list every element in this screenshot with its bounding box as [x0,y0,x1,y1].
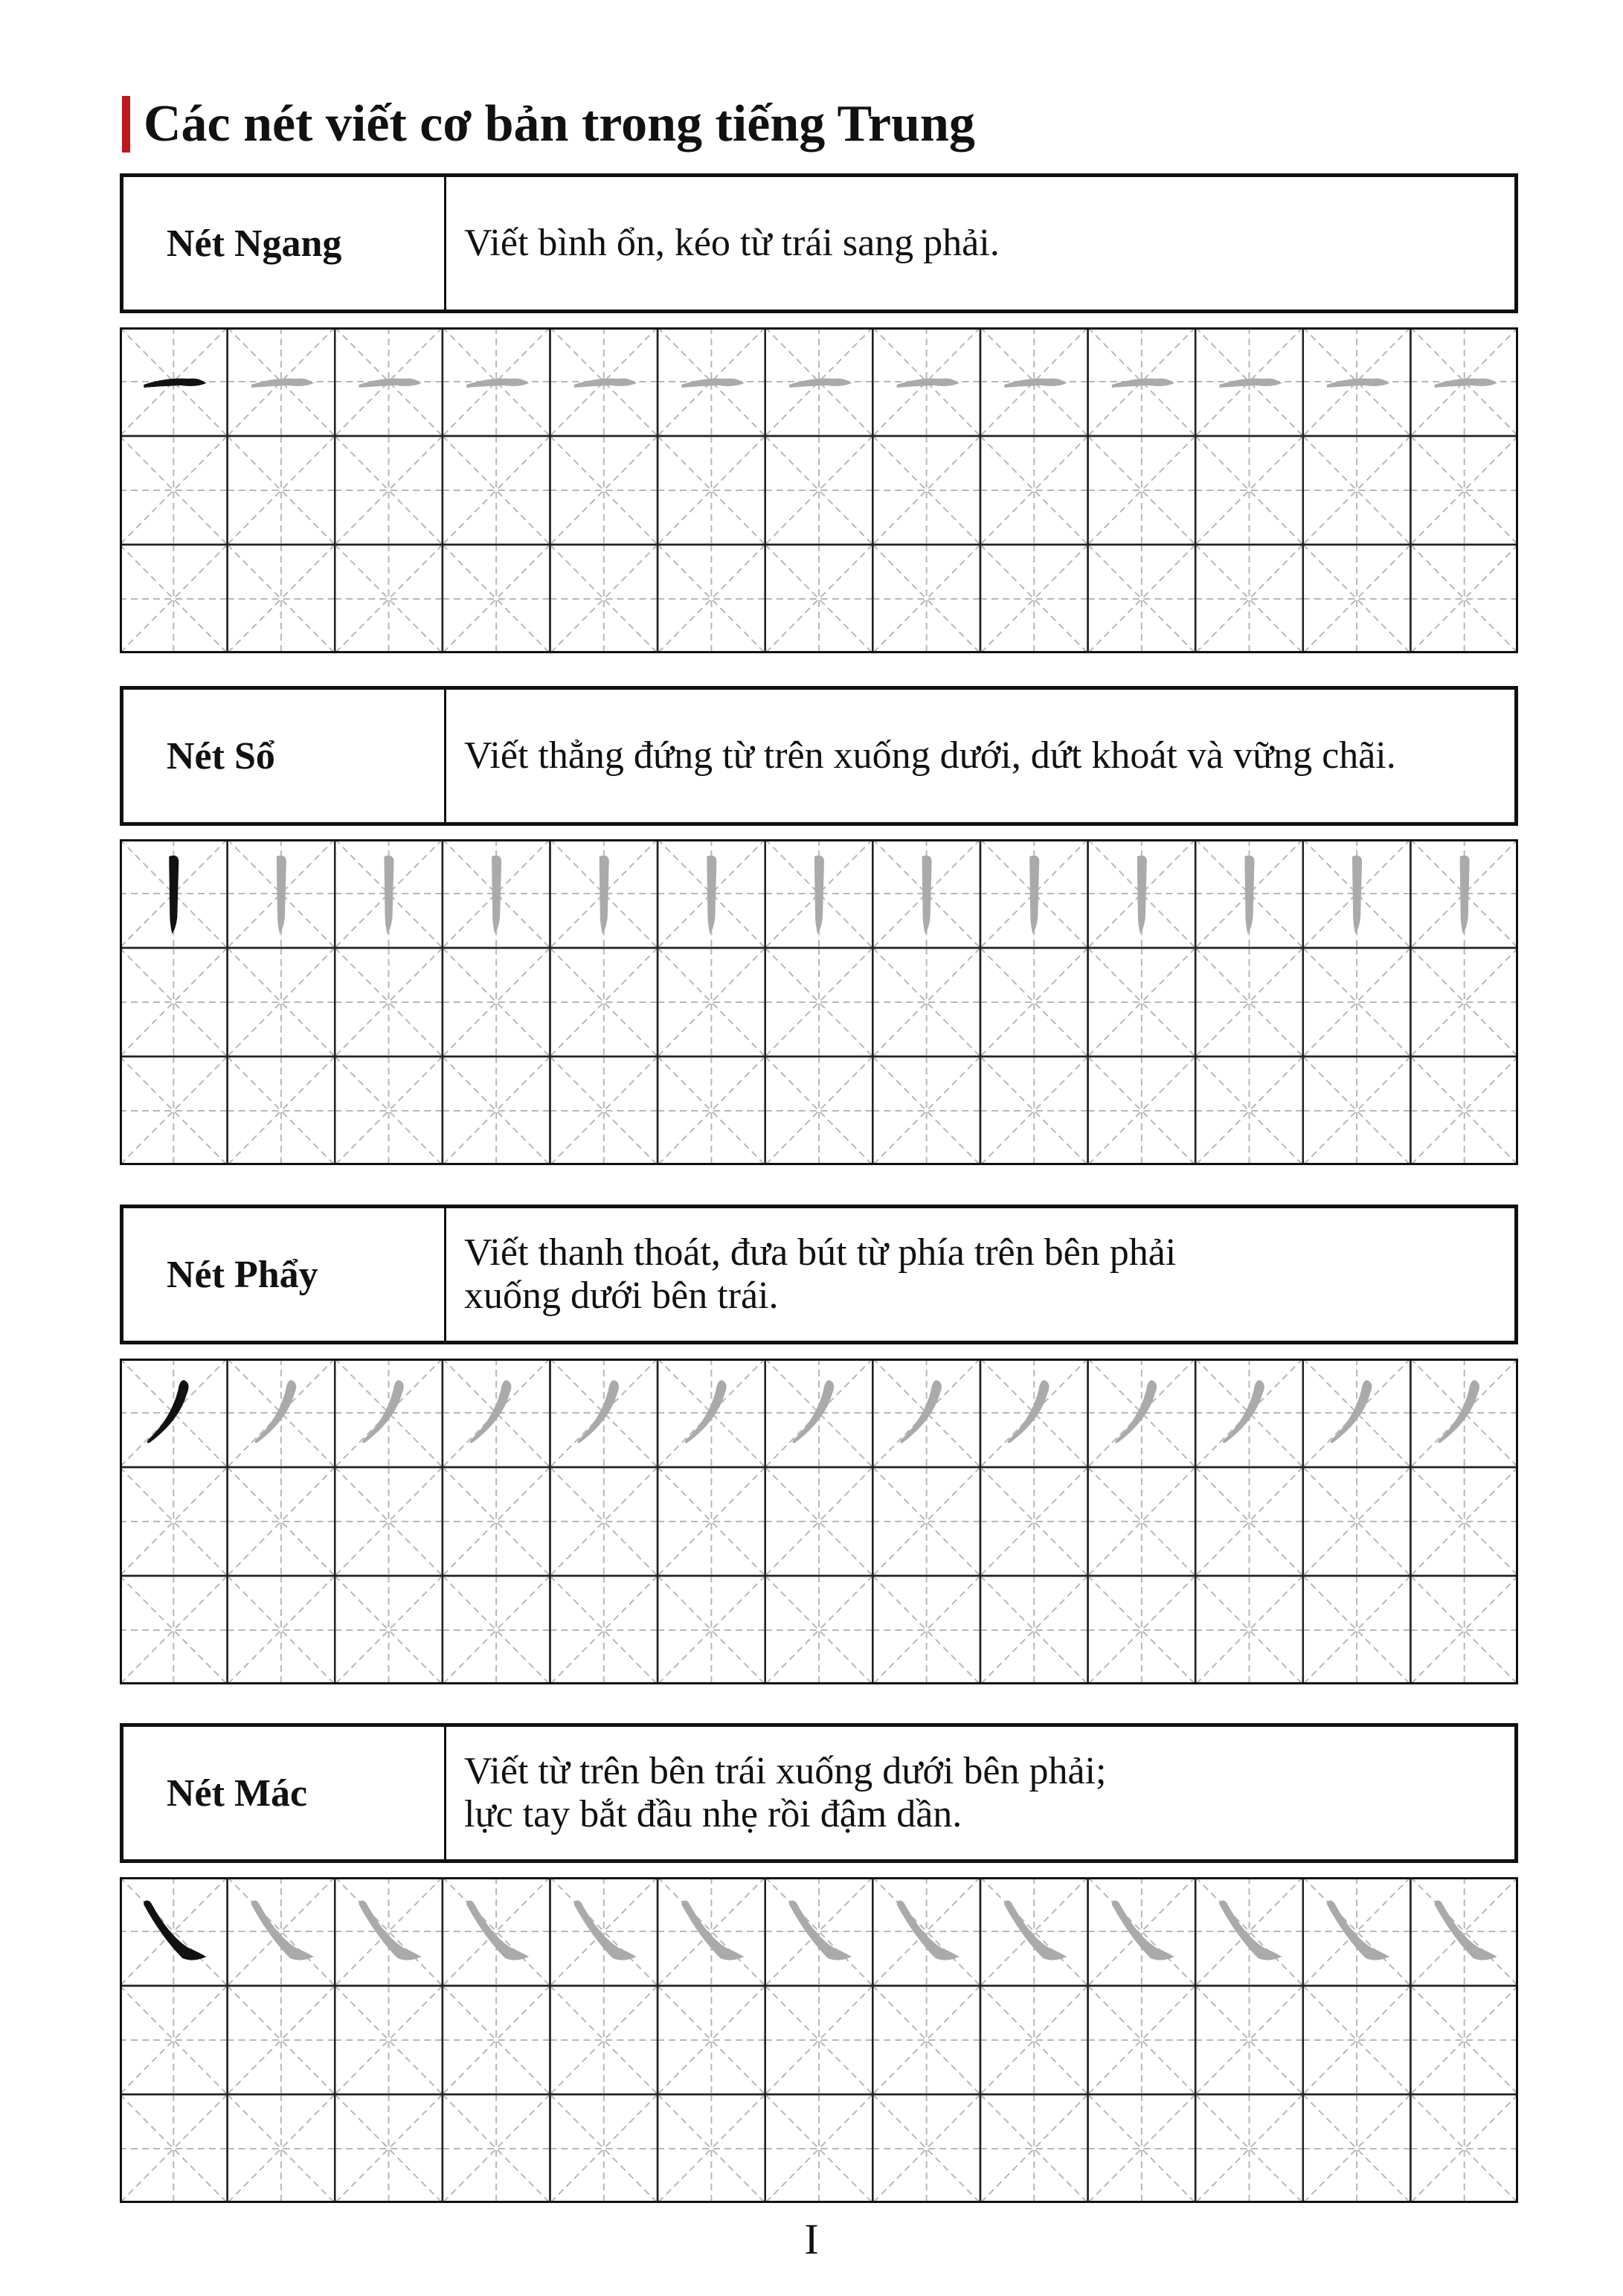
practice-cell[interactable] [765,839,873,948]
practice-cell[interactable] [872,545,980,653]
practice-cell[interactable] [1410,1056,1518,1165]
practice-cell[interactable] [980,327,1088,436]
practice-grid-svg [120,839,1518,1165]
practice-cell[interactable] [980,1986,1088,2094]
practice-cell[interactable] [1195,1986,1303,2094]
practice-cell[interactable] [228,1359,335,1467]
page-title: Các nét viết cơ bản trong tiếng Trung [144,95,975,153]
practice-cell[interactable] [443,1986,550,2094]
practice-cell[interactable] [1195,1359,1303,1467]
practice-cell[interactable] [550,545,658,653]
practice-grid-svg [120,1359,1518,1684]
practice-cell[interactable] [765,545,873,653]
practice-cell[interactable] [980,1056,1088,1165]
practice-grid [120,1877,1518,2203]
practice-cell[interactable] [1088,1359,1196,1467]
practice-cell[interactable] [765,948,873,1056]
stroke-description-line: lực tay bắt đầu nhẹ rồi đậm dần. [464,1793,962,1835]
practice-cell[interactable] [765,436,873,545]
practice-cell[interactable] [658,2094,765,2203]
practice-cell[interactable] [120,327,228,436]
practice-cell[interactable] [658,1467,765,1576]
practice-cell[interactable] [228,1877,335,1986]
practice-cell[interactable] [872,1056,980,1165]
horizontal-stroke-trace-icon [1112,379,1174,388]
practice-cell[interactable] [658,1576,765,1684]
practice-cell[interactable] [658,1359,765,1467]
practice-cell[interactable] [335,1467,443,1576]
practice-cell[interactable] [1195,436,1303,545]
practice-cell[interactable] [1088,1986,1196,2094]
stroke-description [446,690,1514,822]
practice-cell[interactable] [1088,1056,1196,1165]
practice-cell[interactable] [1088,1576,1196,1684]
practice-cell[interactable] [1303,436,1411,545]
vertical-stroke-trace-icon [600,856,609,934]
practice-cell[interactable] [120,948,228,1056]
practice-cell[interactable] [765,1056,873,1165]
practice-cell[interactable] [1088,436,1196,545]
practice-cell[interactable] [872,948,980,1056]
practice-cell[interactable] [443,1056,550,1165]
stroke-section-header [120,1205,1518,1344]
practice-cell[interactable] [1410,436,1518,545]
practice-cell[interactable] [443,948,550,1056]
practice-cell[interactable] [872,1576,980,1684]
stroke-description-line: Viết từ trên bên trái xuống dưới bên phải; [464,1750,1107,1792]
stroke-description [446,177,1514,310]
practice-cell[interactable] [1088,948,1196,1056]
practice-cell[interactable] [120,2094,228,2203]
practice-cell[interactable] [335,1359,443,1467]
stroke-description-line: Viết thẳng đứng từ trên xuống dưới, dứt khoát và vững chãi. [464,734,1396,777]
practice-cell[interactable] [443,839,550,948]
practice-cell[interactable] [1088,1467,1196,1576]
practice-cell[interactable] [1410,1359,1518,1467]
practice-cell[interactable] [1195,839,1303,948]
practice-cell[interactable] [120,839,228,948]
practice-cell[interactable] [1303,1877,1411,1986]
practice-grid [120,839,1518,1165]
practice-cell[interactable] [120,1056,228,1165]
practice-cell[interactable] [1303,1467,1411,1576]
horizontal-stroke-trace-icon [897,379,960,388]
practice-cell[interactable] [872,327,980,436]
practice-cell[interactable] [120,1576,228,1684]
practice-cell[interactable] [872,1986,980,2094]
practice-cell[interactable] [120,545,228,653]
practice-cell[interactable] [443,1576,550,1684]
stroke-name: Nét Ngang [123,177,446,310]
practice-cell[interactable] [550,1056,658,1165]
practice-cell[interactable] [1195,1877,1303,1986]
practice-cell[interactable] [550,436,658,545]
page-number: I [804,2215,819,2263]
practice-cell[interactable] [872,839,980,948]
horizontal-stroke-trace-icon [574,379,637,388]
practice-cell[interactable] [1410,2094,1518,2203]
practice-cell[interactable] [1088,545,1196,653]
practice-cell[interactable] [658,1877,765,1986]
practice-cell[interactable] [335,436,443,545]
practice-cell[interactable] [1303,948,1411,1056]
horizontal-stroke-trace-icon [789,379,852,388]
horizontal-stroke-trace-icon [1327,379,1389,388]
practice-cell[interactable] [443,1467,550,1576]
practice-cell[interactable] [335,1576,443,1684]
practice-grid-svg [120,327,1518,653]
practice-cell[interactable] [1195,1576,1303,1684]
horizontal-stroke-trace-icon [1004,379,1067,388]
practice-grid [120,1359,1518,1684]
practice-cell[interactable] [228,839,335,948]
practice-cell[interactable] [228,2094,335,2203]
practice-cell[interactable] [658,948,765,1056]
practice-cell[interactable] [443,545,550,653]
vertical-stroke-trace-icon [1244,856,1254,934]
stroke-name: Nét Sổ [123,690,446,822]
vertical-stroke-model-icon [169,856,179,934]
practice-cell[interactable] [550,1467,658,1576]
horizontal-stroke-model-icon [144,379,206,388]
practice-cell[interactable] [1088,2094,1196,2203]
practice-cell[interactable] [980,1359,1088,1467]
practice-cell[interactable] [1410,545,1518,653]
practice-cell[interactable] [1303,1359,1411,1467]
vertical-stroke-trace-icon [922,856,932,934]
practice-cell[interactable] [228,1986,335,2094]
practice-cell[interactable] [120,1467,228,1576]
practice-cell[interactable] [872,1467,980,1576]
horizontal-stroke-trace-icon [1435,379,1497,388]
stroke-name: Nét Mác [123,1727,446,1859]
stroke-section-header [120,1723,1518,1863]
stroke-name: Nét Phẩy [123,1208,446,1341]
practice-cell[interactable] [443,436,550,545]
horizontal-stroke-trace-icon [681,379,744,388]
practice-cell[interactable] [1410,948,1518,1056]
vertical-stroke-trace-icon [814,856,824,934]
practice-cell[interactable] [1088,1877,1196,1986]
practice-cell[interactable] [658,436,765,545]
practice-cell[interactable] [443,2094,550,2203]
practice-cell[interactable] [1195,1467,1303,1576]
practice-cell[interactable] [872,2094,980,2203]
practice-cell[interactable] [335,1056,443,1165]
practice-cell[interactable] [1410,1986,1518,2094]
practice-grid [120,327,1518,653]
practice-cell[interactable] [550,1986,658,2094]
practice-cell[interactable] [765,1986,873,2094]
practice-cell[interactable] [872,436,980,545]
page-heading [122,91,975,158]
vertical-stroke-trace-icon [492,856,501,934]
practice-cell[interactable] [1410,839,1518,948]
practice-cell[interactable] [658,839,765,948]
practice-cell[interactable] [120,1359,228,1467]
practice-cell[interactable] [1410,1877,1518,1986]
practice-cell[interactable] [980,1877,1088,1986]
horizontal-stroke-trace-icon [251,379,314,388]
practice-cell[interactable] [550,839,658,948]
vertical-stroke-trace-icon [385,856,394,934]
vertical-stroke-trace-icon [1352,856,1362,934]
practice-cell[interactable] [872,1877,980,1986]
practice-cell[interactable] [228,436,335,545]
practice-cell[interactable] [980,948,1088,1056]
practice-cell[interactable] [335,948,443,1056]
practice-cell[interactable] [1303,2094,1411,2203]
practice-cell[interactable] [335,545,443,653]
stroke-description [446,1727,1514,1859]
horizontal-stroke-trace-icon [466,379,529,388]
stroke-section-header [120,686,1518,826]
vertical-stroke-trace-icon [277,856,286,934]
stroke-description [446,1208,1514,1341]
practice-cell[interactable] [765,1576,873,1684]
practice-cell[interactable] [980,1576,1088,1684]
practice-cell[interactable] [335,1877,443,1986]
practice-cell[interactable] [228,1467,335,1576]
practice-cell[interactable] [335,839,443,948]
practice-cell[interactable] [228,1056,335,1165]
practice-cell[interactable] [980,2094,1088,2203]
practice-cell[interactable] [765,1467,873,1576]
vertical-stroke-trace-icon [1029,856,1039,934]
practice-cell[interactable] [658,1986,765,2094]
practice-cell[interactable] [443,327,550,436]
practice-cell[interactable] [550,327,658,436]
practice-cell[interactable] [765,327,873,436]
practice-cell[interactable] [765,1359,873,1467]
stroke-description-line: Viết thanh thoát, đưa bút từ phía trên bên phải [464,1231,1177,1274]
practice-cell[interactable] [228,327,335,436]
practice-cell[interactable] [120,1986,228,2094]
practice-cell[interactable] [443,1359,550,1467]
practice-cell[interactable] [1195,1056,1303,1165]
horizontal-stroke-trace-icon [1219,379,1282,388]
practice-cell[interactable] [1088,327,1196,436]
practice-cell[interactable] [228,1576,335,1684]
practice-cell[interactable] [980,1467,1088,1576]
practice-cell[interactable] [550,2094,658,2203]
practice-cell[interactable] [550,1359,658,1467]
practice-cell[interactable] [1410,1576,1518,1684]
horizontal-stroke-trace-icon [359,379,422,388]
stroke-description-line: xuống dưới bên trái. [464,1274,779,1317]
practice-cell[interactable] [765,1877,873,1986]
stroke-description-line: Viết bình ổn, kéo từ trái sang phải. [464,222,1000,264]
practice-cell[interactable] [658,327,765,436]
practice-cell[interactable] [1303,545,1411,653]
practice-cell[interactable] [980,839,1088,948]
practice-cell[interactable] [1195,2094,1303,2203]
practice-cell[interactable] [1195,545,1303,653]
practice-cell[interactable] [1195,948,1303,1056]
practice-cell[interactable] [980,545,1088,653]
stroke-section-header [120,173,1518,313]
vertical-stroke-trace-icon [1137,856,1147,934]
practice-cell[interactable] [1410,327,1518,436]
practice-cell[interactable] [1303,1576,1411,1684]
title-accent-bar [122,96,130,153]
practice-cell[interactable] [872,1359,980,1467]
practice-cell[interactable] [1303,1986,1411,2094]
practice-cell[interactable] [550,1877,658,1986]
practice-grid-svg [120,1877,1518,2203]
practice-cell[interactable] [765,2094,873,2203]
practice-cell[interactable] [980,436,1088,545]
practice-cell[interactable] [335,1986,443,2094]
practice-cell[interactable] [550,1576,658,1684]
practice-cell[interactable] [335,2094,443,2203]
practice-cell[interactable] [1303,1056,1411,1165]
practice-cell[interactable] [1303,327,1411,436]
practice-cell[interactable] [1088,839,1196,948]
practice-cell[interactable] [443,1877,550,1986]
practice-cell[interactable] [120,436,228,545]
practice-cell[interactable] [658,1056,765,1165]
practice-cell[interactable] [120,1877,228,1986]
practice-cell[interactable] [228,948,335,1056]
practice-cell[interactable] [1303,839,1411,948]
practice-cell[interactable] [658,545,765,653]
practice-cell[interactable] [335,327,443,436]
vertical-stroke-trace-icon [707,856,716,934]
vertical-stroke-trace-icon [1460,856,1470,934]
practice-cell[interactable] [1410,1467,1518,1576]
practice-cell[interactable] [228,545,335,653]
practice-cell[interactable] [1195,327,1303,436]
practice-cell[interactable] [550,948,658,1056]
